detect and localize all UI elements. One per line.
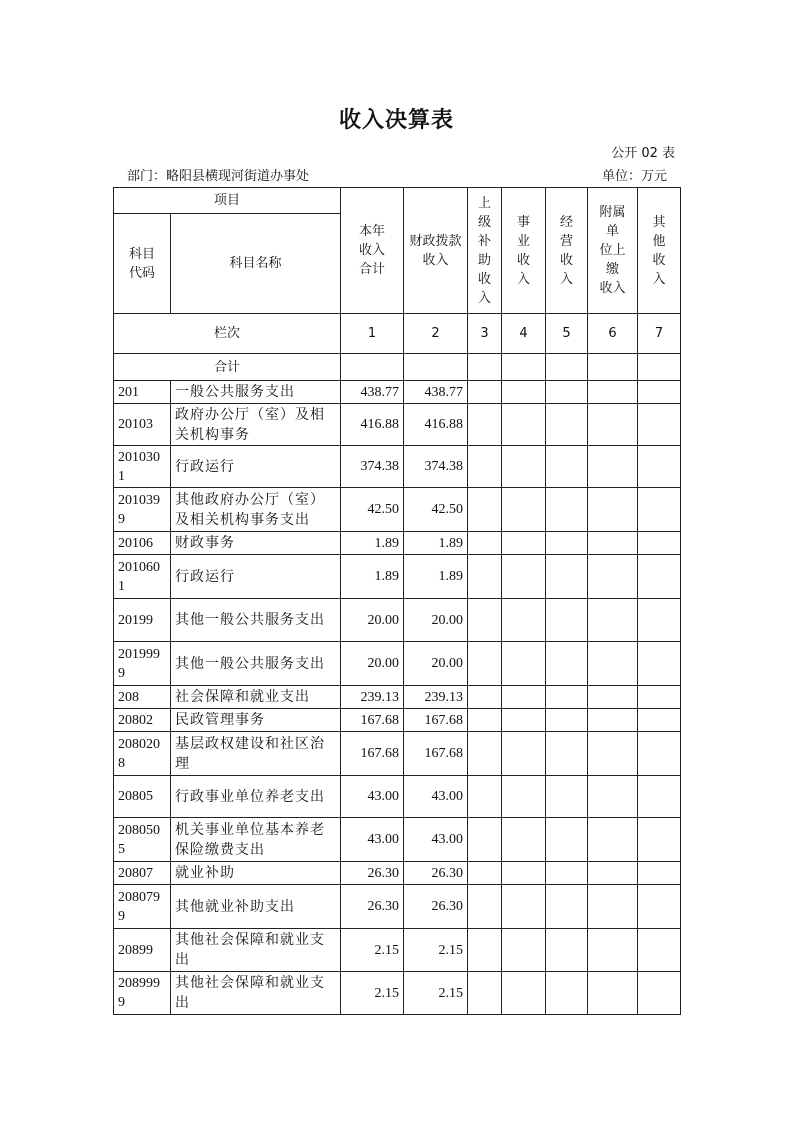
empty-cell [546,885,588,929]
empty-cell [546,709,588,732]
empty-cell [546,642,588,686]
empty-cell [502,862,546,885]
empty-cell [546,818,588,862]
row-code: 20802 [114,709,171,732]
empty-cell [502,532,546,555]
empty-cell [638,885,681,929]
form-number: 公开 02 表 [611,146,675,161]
table-row [114,709,681,732]
empty-cell [638,381,681,404]
row-code: 2019999 [114,642,171,686]
empty-cell [468,732,502,776]
row-fiscal: 20.00 [404,642,468,686]
row-code: 2010399 [114,488,171,532]
row-code: 20805 [114,776,171,818]
empty-cell [468,404,502,446]
row-fiscal: 416.88 [404,404,468,446]
empty-cell [546,555,588,599]
row-code: 201 [114,381,171,404]
row-fiscal: 26.30 [404,885,468,929]
row-fiscal: 1.89 [404,555,468,599]
empty-cell [546,862,588,885]
col-number: 4 [502,314,546,354]
header-col-business: 事 业 收 入 [502,188,546,314]
row-code: 2080505 [114,818,171,862]
empty-cell [638,732,681,776]
empty-cell [588,972,638,1015]
col-number: 2 [404,314,468,354]
row-total: 20.00 [341,642,404,686]
header-col-total: 本年 收入 合计 [341,188,404,314]
header-col-fiscal: 财政拨款 收入 [404,188,468,314]
empty-cell [638,972,681,1015]
row-total: 26.30 [341,885,404,929]
row-fiscal: 26.30 [404,862,468,885]
table-row [114,404,681,446]
header-col-superior: 上 级 补 助 收 入 [468,188,502,314]
empty-cell [588,709,638,732]
table-row [114,555,681,599]
row-code: 20103 [114,404,171,446]
row-total: 2.15 [341,929,404,972]
col-number: 5 [546,314,588,354]
empty-cell [468,488,502,532]
row-fiscal: 239.13 [404,686,468,709]
total-row [114,354,681,381]
row-label: 栏次 [114,314,341,354]
row-fiscal: 20.00 [404,599,468,642]
header-name: 科目名称 [171,214,341,314]
row-name: 基层政权建设和社区治理 [171,732,341,776]
empty-cell [468,532,502,555]
empty-cell [468,929,502,972]
unit-label: 单位：万元 [601,169,667,184]
table-row [114,776,681,818]
empty-cell [638,862,681,885]
empty-cell [502,929,546,972]
empty-cell [468,885,502,929]
empty-cell [502,599,546,642]
row-total: 42.50 [341,488,404,532]
header-col-operating: 经 营 收 入 [546,188,588,314]
row-name: 其他社会保障和就业支出 [171,929,341,972]
header-code: 科目 代码 [114,214,171,314]
empty-cell [638,642,681,686]
empty-cell [588,488,638,532]
row-name: 行政运行 [171,446,341,488]
row-name: 其他就业补助支出 [171,885,341,929]
header-col-affiliated: 附属 单 位上 缴 收入 [588,188,638,314]
col-number: 7 [638,314,681,354]
row-total: 2.15 [341,972,404,1015]
empty-cell [588,381,638,404]
empty-cell [546,381,588,404]
row-name: 民政管理事务 [171,709,341,732]
empty-cell [546,404,588,446]
empty-cell [588,446,638,488]
empty-cell [588,404,638,446]
row-total: 43.00 [341,776,404,818]
empty-cell [546,488,588,532]
column-number-row [114,314,681,354]
row-total: 43.00 [341,818,404,862]
empty-cell [638,599,681,642]
empty-cell [502,446,546,488]
row-total: 1.89 [341,532,404,555]
row-name: 一般公共服务支出 [171,381,341,404]
empty-cell [638,404,681,446]
total-label: 合计 [114,354,341,381]
row-fiscal: 438.77 [404,381,468,404]
empty-cell [546,929,588,972]
row-total: 239.13 [341,686,404,709]
row-code: 2010301 [114,446,171,488]
empty-cell [468,599,502,642]
row-fiscal: 42.50 [404,488,468,532]
row-fiscal: 43.00 [404,818,468,862]
row-fiscal: 167.68 [404,732,468,776]
row-total: 167.68 [341,709,404,732]
row-name: 财政事务 [171,532,341,555]
empty-cell [468,555,502,599]
table-row [114,686,681,709]
empty-cell [638,818,681,862]
col-number: 6 [588,314,638,354]
empty-cell [546,972,588,1015]
table-row [114,532,681,555]
row-fiscal: 43.00 [404,776,468,818]
empty-cell [588,818,638,862]
table-row [114,488,681,532]
empty-cell [588,732,638,776]
row-name: 机关事业单位基本养老保险缴费支出 [171,818,341,862]
empty-cell [638,776,681,818]
empty-cell [638,446,681,488]
row-name: 社会保障和就业支出 [171,686,341,709]
row-total: 20.00 [341,599,404,642]
empty-cell [502,488,546,532]
table-row [114,599,681,642]
row-fiscal: 1.89 [404,532,468,555]
row-total: 374.38 [341,446,404,488]
empty-cell [502,776,546,818]
header-item: 项目 [114,188,341,214]
empty-cell [502,642,546,686]
row-fiscal: 374.38 [404,446,468,488]
row-name: 就业补助 [171,862,341,885]
empty-cell [502,818,546,862]
header-col-other: 其 他 收 入 [638,188,681,314]
empty-cell [502,404,546,446]
empty-cell [502,709,546,732]
empty-cell [638,488,681,532]
empty-cell [588,599,638,642]
table-row [114,446,681,488]
table-row [114,642,681,686]
empty-cell [588,929,638,972]
empty-cell [638,929,681,972]
empty-cell [588,532,638,555]
table-row [114,818,681,862]
row-total: 1.89 [341,555,404,599]
row-total: 416.88 [341,404,404,446]
row-name: 政府办公厅（室）及相关机构事务 [171,404,341,446]
empty-cell [468,709,502,732]
row-name: 其他一般公共服务支出 [171,599,341,642]
row-code: 208 [114,686,171,709]
empty-cell [588,555,638,599]
empty-cell [502,885,546,929]
row-fiscal: 2.15 [404,972,468,1015]
empty-cell [468,381,502,404]
empty-cell [468,686,502,709]
empty-cell [502,972,546,1015]
empty-cell [546,732,588,776]
empty-cell [588,642,638,686]
row-code: 20199 [114,599,171,642]
row-name: 其他政府办公厅（室）及相关机构事务支出 [171,488,341,532]
empty-cell [546,446,588,488]
row-code: 20807 [114,862,171,885]
row-code: 2080799 [114,885,171,929]
empty-cell [468,776,502,818]
empty-cell [638,709,681,732]
table-row [114,732,681,776]
row-name: 其他社会保障和就业支出 [171,972,341,1015]
empty-cell [546,599,588,642]
empty-cell [502,732,546,776]
income-table [113,187,681,1015]
empty-cell [502,381,546,404]
empty-cell [588,686,638,709]
page-title: 收入决算表 [338,108,454,133]
empty-cell [546,532,588,555]
row-name: 其他一般公共服务支出 [171,642,341,686]
empty-cell [468,818,502,862]
row-total: 167.68 [341,732,404,776]
table-row [114,972,681,1015]
row-fiscal: 167.68 [404,709,468,732]
row-code: 2089999 [114,972,171,1015]
row-code: 20899 [114,929,171,972]
empty-cell [546,686,588,709]
empty-cell [502,555,546,599]
empty-cell [468,972,502,1015]
col-number: 1 [341,314,404,354]
table-row [114,929,681,972]
department-label: 部门：略阳县横现河街道办事处 [127,169,310,184]
row-name: 行政事业单位养老支出 [171,776,341,818]
empty-cell [588,885,638,929]
row-total: 438.77 [341,381,404,404]
empty-cell [502,686,546,709]
empty-cell [588,862,638,885]
col-number: 3 [468,314,502,354]
empty-cell [638,532,681,555]
row-fiscal: 2.15 [404,929,468,972]
empty-cell [468,446,502,488]
empty-cell [468,862,502,885]
table-row [114,885,681,929]
row-name: 行政运行 [171,555,341,599]
empty-cell [588,776,638,818]
empty-cell [638,686,681,709]
row-code: 2010601 [114,555,171,599]
row-code: 2080208 [114,732,171,776]
empty-cell [546,776,588,818]
empty-cell [468,642,502,686]
table-row [114,381,681,404]
row-code: 20106 [114,532,171,555]
empty-cell [638,555,681,599]
row-total: 26.30 [341,862,404,885]
table-row [114,862,681,885]
